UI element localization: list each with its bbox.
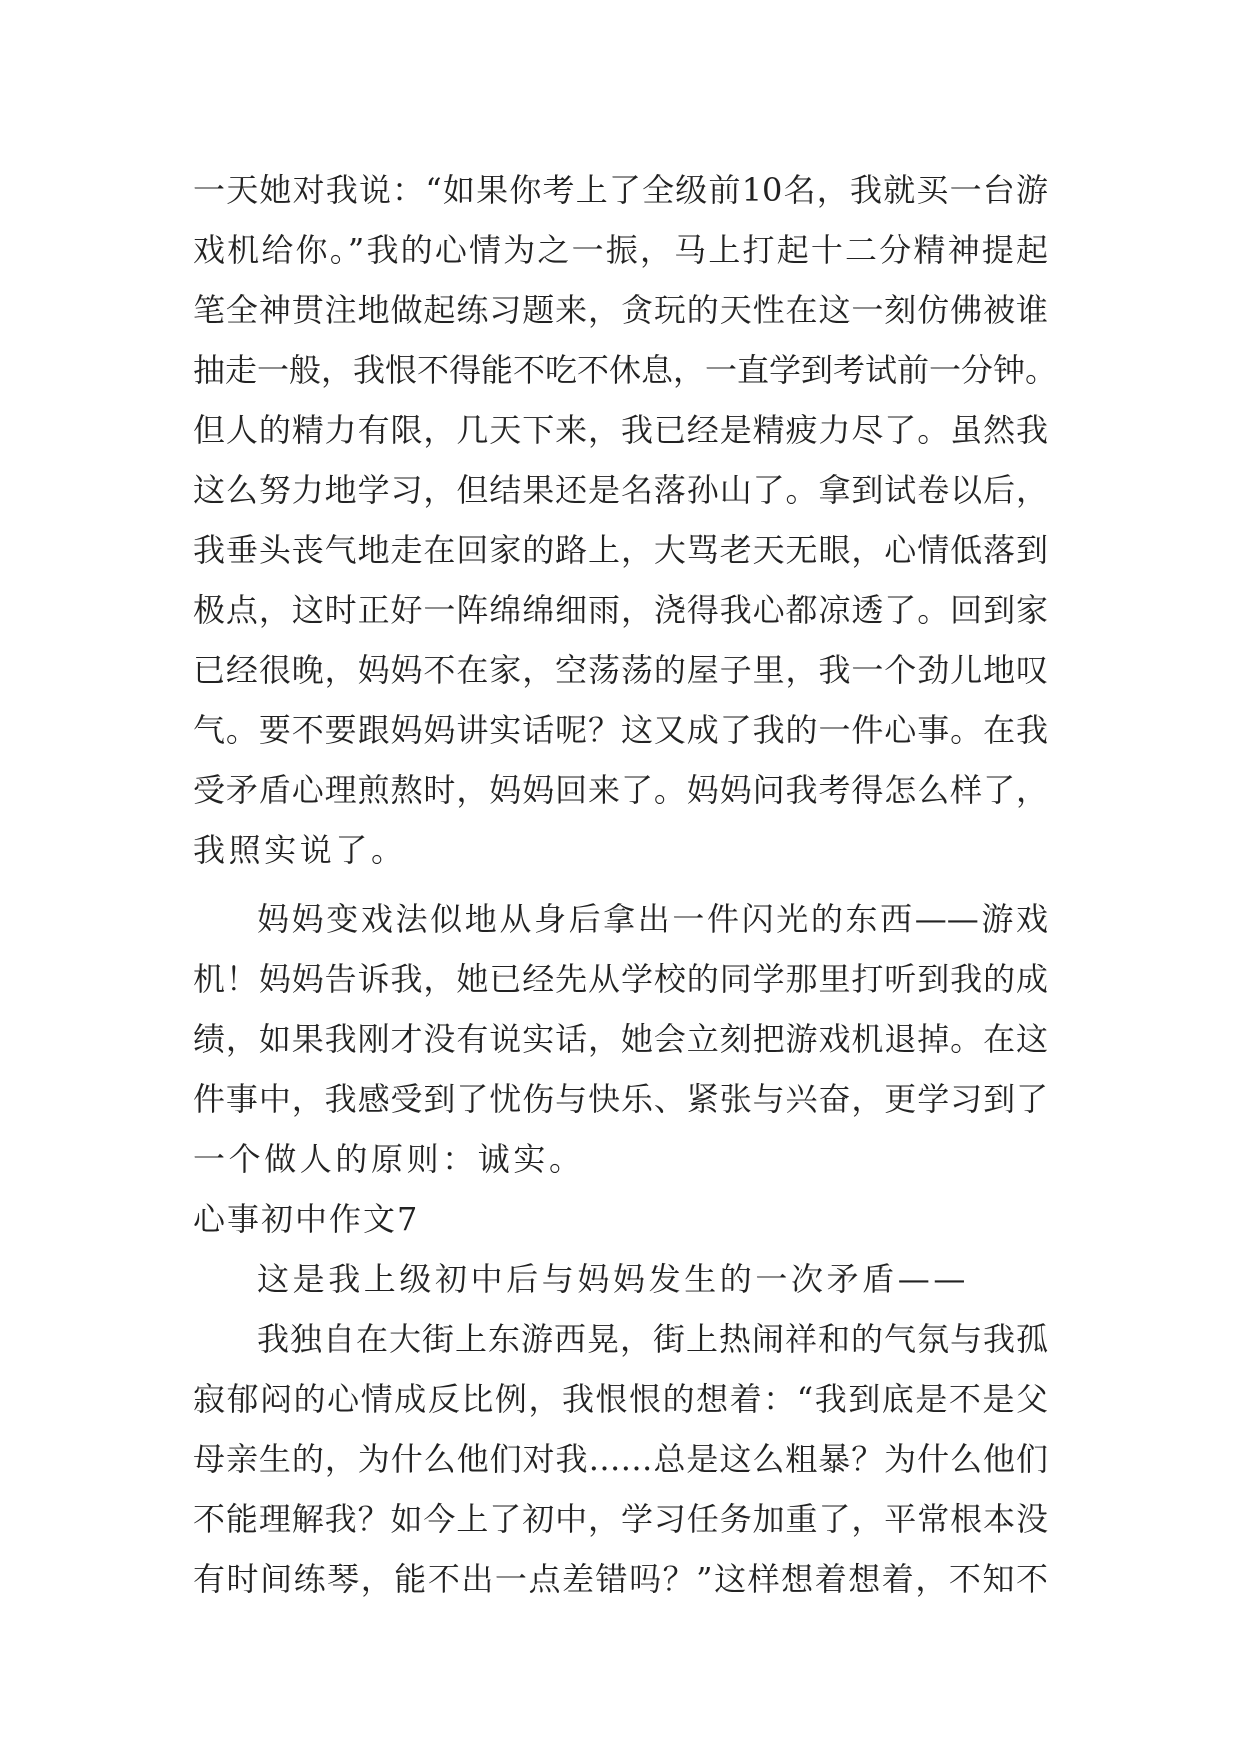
paragraph-b (193, 889, 1048, 1189)
text-line: 寂郁闷的心情成反比例，我恨恨的想着：“我到底是不是父 (193, 1380, 1048, 1418)
text-line: 一个做人的原则：诚实。 (193, 1140, 585, 1178)
text-line: 这么努力地学习，但结果还是名落孙山了。拿到试卷以后， (193, 471, 1048, 509)
text-line: 戏机给你。”我的心情为之一振，马上打起十二分精神提起 (193, 231, 1048, 269)
text-line: 不能理解我？如今上了初中，学习任务加重了，平常根本没 (193, 1500, 1048, 1538)
text-line: 母亲生的，为什么他们对我……总是这么粗暴？为什么他们 (193, 1440, 1048, 1478)
text-line: 气。要不要跟妈妈讲实话呢？这又成了我的一件心事。在我 (193, 711, 1048, 749)
paragraph-a (193, 160, 1058, 880)
text-line: 极点，这时正好一阵绵绵细雨，浇得我心都凉透了。回到家 (193, 591, 1048, 629)
text-line: 已经很晚，妈妈不在家，空荡荡的屋子里，我一个劲儿地叹 (193, 651, 1048, 689)
section-heading: 心事初中作文7 (193, 1200, 420, 1238)
text-line: 但人的精力有限，几天下来，我已经是精疲力尽了。虽然我 (193, 411, 1048, 449)
text-line: 一天她对我说：“如果你考上了全级前10名，我就买一台游 (193, 171, 1048, 209)
document-body (193, 160, 1058, 1609)
text-line: 有时间练琴，能不出一点差错吗？”这样想着想着，不知不 (193, 1560, 1048, 1598)
text-line: 抽走一般，我恨不得能不吃不休息，一直学到考试前一分钟。 (193, 351, 1058, 389)
text-line: 受矛盾心理煎熬时，妈妈回来了。妈妈问我考得怎么样了， (193, 771, 1048, 809)
text-line: 件事中，我感受到了忧伤与快乐、紧张与兴奋，更学习到了 (193, 1080, 1048, 1118)
text-line: 我照实说了。 (193, 831, 407, 869)
paragraph-c (193, 1249, 1048, 1309)
paragraph-d (193, 1309, 1048, 1609)
text-line: 我垂头丧气地走在回家的路上，大骂老天无眼，心情低落到 (193, 531, 1048, 569)
text-line: 笔全神贯注地做起练习题来，贪玩的天性在这一刻仿佛被谁 (193, 291, 1048, 329)
text-line: 这是我上级初中后与妈妈发生的一次矛盾—— (257, 1260, 970, 1298)
text-line: 我独自在大街上东游西晃，街上热闹祥和的气氛与我孤 (257, 1320, 1048, 1358)
text-line: 妈妈变戏法似地从身后拿出一件闪光的东西——游戏 (257, 900, 1048, 938)
text-line: 绩，如果我刚才没有说实话，她会立刻把游戏机退掉。在这 (193, 1020, 1048, 1058)
text-line: 机！妈妈告诉我，她已经先从学校的同学那里打听到我的成 (193, 960, 1048, 998)
